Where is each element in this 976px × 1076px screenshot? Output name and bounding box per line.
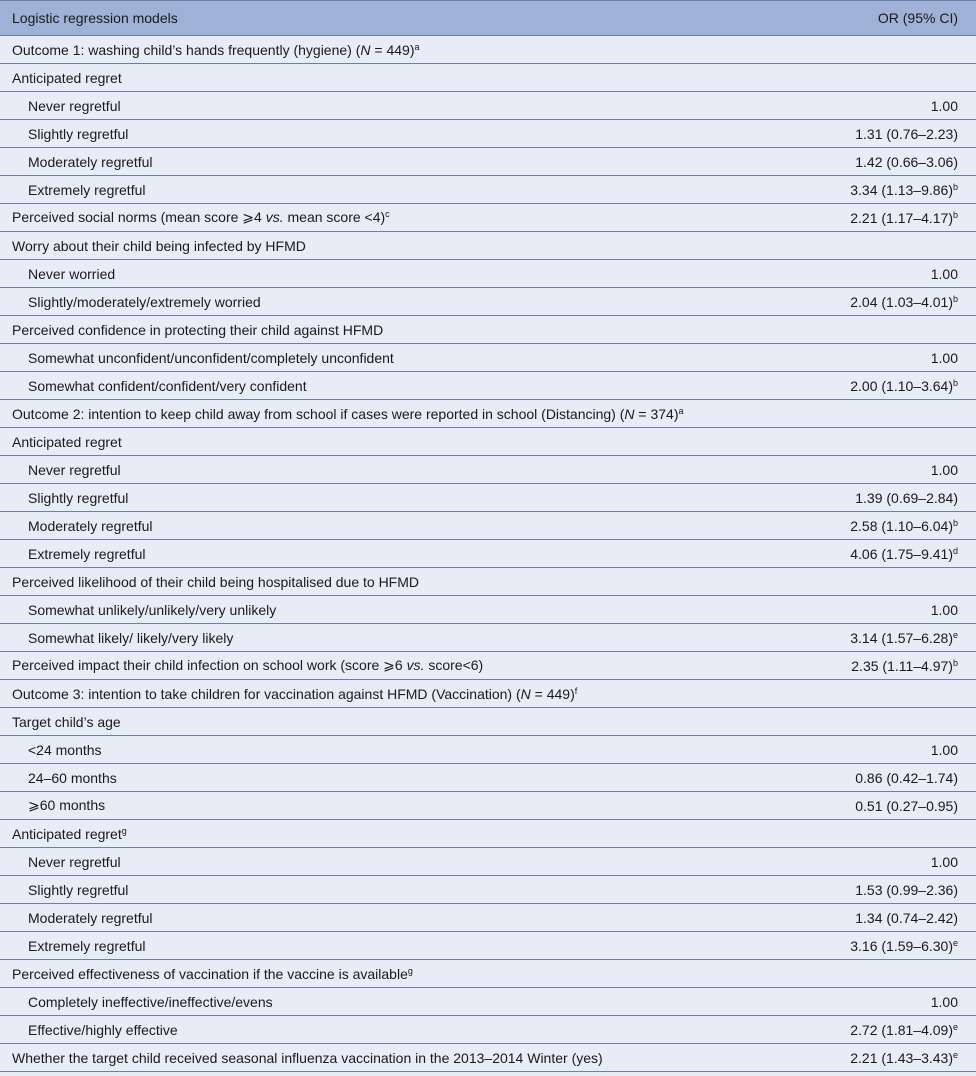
or-text: 1.39 (0.69–2.84) <box>855 489 958 506</box>
or-footnote-marker: b <box>952 377 958 388</box>
table-body <box>0 36 976 1072</box>
table-row-group <box>0 316 976 344</box>
row-label <box>0 456 790 484</box>
table-header <box>0 1 976 36</box>
label-text: Extremely regretful <box>28 937 146 954</box>
or-footnote-marker: e <box>952 937 958 948</box>
or-text: 1.00 <box>930 601 958 618</box>
label-text: Worry about their child being infected by HFMD <box>12 237 306 254</box>
label-text: Whether the target child received seasonal influenza vaccination in the 2013–2014 Winter (yes) <box>12 1049 603 1066</box>
row-or-value <box>790 960 976 988</box>
row-or-value <box>790 680 976 708</box>
or-footnote-marker: b <box>952 657 958 668</box>
or-text: 2.04 (1.03–4.01) <box>850 293 953 310</box>
footnote-marker: c <box>385 209 390 219</box>
footnote-marker: g <box>407 965 413 976</box>
label-italic: N <box>624 405 635 422</box>
table-row-group <box>0 428 976 456</box>
header-model: Logistic regression models <box>0 1 790 36</box>
row-or-value <box>790 1016 976 1044</box>
table-row-group <box>0 960 976 988</box>
label-text: Extremely regretful <box>28 181 146 198</box>
label-text: Slightly/moderately/extremely worried <box>28 293 261 310</box>
table-row-level <box>0 624 976 652</box>
or-text: 2.21 (1.43–3.43) <box>850 1049 953 1066</box>
table-row-level <box>0 344 976 372</box>
row-label <box>0 680 790 708</box>
row-label <box>0 904 790 932</box>
label-text: Perceived likelihood of their child being hospitalised due to HFMD <box>12 573 419 590</box>
table-row-level <box>0 736 976 764</box>
label-text: Moderately regretful <box>28 153 153 170</box>
row-label <box>0 204 790 232</box>
row-or-value <box>790 400 976 428</box>
row-label <box>0 400 790 428</box>
or-footnote-marker: b <box>952 209 958 220</box>
label-text: Slightly regretful <box>28 125 129 142</box>
footnote-marker: a <box>414 41 420 52</box>
label-text: Never worried <box>28 265 116 282</box>
or-text: 1.00 <box>930 853 958 870</box>
row-label <box>0 820 790 848</box>
row-or-value <box>790 624 976 652</box>
table-row-level <box>0 876 976 904</box>
or-footnote-marker: b <box>952 181 958 192</box>
row-or-value <box>790 484 976 512</box>
or-text: 2.58 (1.10–6.04) <box>850 517 953 534</box>
label-text: Outcome 3: intention to take children for vaccination against HFMD (Vaccination) ( <box>12 685 521 702</box>
row-or-value <box>790 344 976 372</box>
label-text: Outcome 1: washing child’s hands frequently (hygiene) ( <box>12 41 361 58</box>
label-text: Perceived impact their child infection on school work (score ⩾6 <box>12 657 407 673</box>
row-label <box>0 176 790 204</box>
row-label <box>0 36 790 64</box>
table-row-level <box>0 484 976 512</box>
table-row-group <box>0 820 976 848</box>
row-or-value <box>790 1044 976 1072</box>
or-footnote-marker: e <box>952 629 958 640</box>
row-or-value <box>790 92 976 120</box>
table-row-section <box>0 400 976 428</box>
label-text-tail: = 449) <box>370 41 415 58</box>
or-footnote-marker: e <box>952 1021 958 1032</box>
row-or-value <box>790 736 976 764</box>
row-label <box>0 568 790 596</box>
label-italic: N <box>360 41 371 58</box>
row-or-value <box>790 512 976 540</box>
row-or-value <box>790 372 976 400</box>
footnote-marker: a <box>678 405 684 416</box>
or-text: 1.53 (0.99–2.36) <box>855 881 958 898</box>
table-row-level <box>0 932 976 960</box>
header-or: OR (95% CI) <box>790 1 976 36</box>
or-text: 1.34 (0.74–2.42) <box>855 909 958 926</box>
table-row-level <box>0 1016 976 1044</box>
table-row-level <box>0 540 976 568</box>
label-text: Moderately regretful <box>28 517 153 534</box>
label-text: Outcome 2: intention to keep child away from school if cases were reported in school (Distancing) ( <box>12 405 625 422</box>
label-text: Slightly regretful <box>28 881 129 898</box>
table-row-group <box>0 204 976 232</box>
table-row-level <box>0 512 976 540</box>
or-text: 3.34 (1.13–9.86) <box>850 181 953 198</box>
or-text: 1.00 <box>930 741 958 758</box>
label-text: Anticipated regret <box>12 433 122 450</box>
row-or-value <box>790 260 976 288</box>
row-label <box>0 512 790 540</box>
label-text: Somewhat confident/confident/very confident <box>28 377 307 394</box>
table-row-group <box>0 568 976 596</box>
table-row-level <box>0 848 976 876</box>
table-row-level <box>0 764 976 792</box>
row-label <box>0 148 790 176</box>
row-or-value <box>790 176 976 204</box>
row-or-value <box>790 64 976 92</box>
table-row-level <box>0 456 976 484</box>
table-row-group <box>0 232 976 260</box>
label-text: 24–60 months <box>28 769 117 786</box>
row-or-value <box>790 204 976 232</box>
row-or-value <box>790 540 976 568</box>
header-row <box>0 1 976 36</box>
row-or-value <box>790 288 976 316</box>
label-text-tail: score<6) <box>424 657 484 673</box>
row-or-value <box>790 232 976 260</box>
or-text: 1.42 (0.66–3.06) <box>855 153 958 170</box>
table-row-section <box>0 680 976 708</box>
or-footnote-marker: d <box>952 545 958 556</box>
or-text: 2.72 (1.81–4.09) <box>850 1021 953 1038</box>
table-row-level <box>0 288 976 316</box>
or-text: 1.00 <box>930 265 958 282</box>
label-text-tail: mean score <4) <box>283 209 386 225</box>
label-italic: N <box>520 685 531 702</box>
row-or-value <box>790 792 976 820</box>
row-or-value <box>790 904 976 932</box>
row-label <box>0 120 790 148</box>
row-label <box>0 1016 790 1044</box>
label-text: Anticipated regret <box>12 69 122 86</box>
or-footnote-marker: b <box>952 517 958 528</box>
table-row-level <box>0 148 976 176</box>
row-label <box>0 484 790 512</box>
label-italic: vs. <box>265 209 284 225</box>
row-label <box>0 596 790 624</box>
label-text: Perceived effectiveness of vaccination if the vaccine is available <box>12 965 408 982</box>
label-text: Perceived social norms (mean score ⩾4 <box>12 209 266 225</box>
footnote-marker: f <box>574 685 578 696</box>
row-or-value <box>790 316 976 344</box>
row-or-value <box>790 652 976 680</box>
or-text: 0.51 (0.27–0.95) <box>855 797 958 814</box>
row-label <box>0 652 790 680</box>
table-row-level <box>0 120 976 148</box>
table-row-group <box>0 652 976 680</box>
table-row-level <box>0 372 976 400</box>
row-label <box>0 316 790 344</box>
or-text: 0.86 (0.42–1.74) <box>855 769 958 786</box>
or-text: 2.00 (1.10–3.64) <box>850 377 953 394</box>
table-row-level <box>0 92 976 120</box>
row-label <box>0 92 790 120</box>
row-or-value <box>790 988 976 1016</box>
row-or-value <box>790 820 976 848</box>
row-label <box>0 288 790 316</box>
label-text: Somewhat unlikely/unlikely/very unlikely <box>28 601 277 618</box>
or-text: 2.35 (1.11–4.97) <box>851 657 953 674</box>
label-text: ⩾60 months <box>28 797 106 813</box>
label-text: Moderately regretful <box>28 909 153 926</box>
row-or-value <box>790 876 976 904</box>
row-label <box>0 988 790 1016</box>
label-text: Extremely regretful <box>28 545 146 562</box>
table-row-group <box>0 1044 976 1072</box>
or-text: 2.21 (1.17–4.17) <box>850 209 953 226</box>
row-or-value <box>790 428 976 456</box>
table-row-level <box>0 596 976 624</box>
row-label <box>0 540 790 568</box>
row-label <box>0 792 790 820</box>
label-text: Target child’s age <box>12 713 121 730</box>
label-text: Completely ineffective/ineffective/evens <box>28 993 273 1010</box>
or-text: 1.00 <box>930 349 958 366</box>
or-text: 1.00 <box>930 461 958 478</box>
table-row-level <box>0 988 976 1016</box>
row-or-value <box>790 568 976 596</box>
table-row-level <box>0 792 976 820</box>
label-italic: vs. <box>406 657 425 673</box>
label-text: Perceived confidence in protecting their child against HFMD <box>12 321 384 338</box>
row-label <box>0 848 790 876</box>
row-label <box>0 232 790 260</box>
table-row-level <box>0 176 976 204</box>
label-text: Somewhat unconfident/unconfident/completely unconfident <box>28 349 394 366</box>
row-label <box>0 764 790 792</box>
row-label <box>0 64 790 92</box>
row-label <box>0 624 790 652</box>
row-or-value <box>790 456 976 484</box>
label-text: Slightly regretful <box>28 489 129 506</box>
row-label <box>0 736 790 764</box>
row-label <box>0 260 790 288</box>
table-row-group <box>0 64 976 92</box>
row-or-value <box>790 596 976 624</box>
row-label <box>0 960 790 988</box>
label-text-tail: = 374) <box>634 405 679 422</box>
or-footnote-marker: e <box>952 1049 958 1060</box>
row-label <box>0 1044 790 1072</box>
row-or-value <box>790 848 976 876</box>
row-label <box>0 876 790 904</box>
table-row-group <box>0 708 976 736</box>
row-label <box>0 344 790 372</box>
row-or-value <box>790 764 976 792</box>
or-text: 1.31 (0.76–2.23) <box>855 125 958 142</box>
row-or-value <box>790 36 976 64</box>
or-text: 3.16 (1.59–6.30) <box>850 937 953 954</box>
label-text: Somewhat likely/ likely/very likely <box>28 629 234 646</box>
label-text: Never regretful <box>28 853 121 870</box>
row-or-value <box>790 120 976 148</box>
table-row-level <box>0 260 976 288</box>
or-text: 4.06 (1.75–9.41) <box>850 545 953 562</box>
label-text: Never regretful <box>28 97 121 114</box>
table-row-level <box>0 904 976 932</box>
row-label <box>0 932 790 960</box>
row-or-value <box>790 148 976 176</box>
or-text: 3.14 (1.57–6.28) <box>850 629 953 646</box>
label-text: Effective/highly effective <box>28 1021 178 1038</box>
row-or-value <box>790 708 976 736</box>
label-text: Anticipated regret <box>12 825 122 842</box>
or-text: 1.00 <box>930 97 958 114</box>
or-text: 1.00 <box>930 993 958 1010</box>
table-row-section <box>0 36 976 64</box>
row-or-value <box>790 932 976 960</box>
or-footnote-marker: b <box>952 293 958 304</box>
row-label <box>0 372 790 400</box>
label-text-tail: = 449) <box>530 685 575 702</box>
label-text: Never regretful <box>28 461 121 478</box>
row-label <box>0 708 790 736</box>
footnote-marker: g <box>121 825 127 836</box>
row-label <box>0 428 790 456</box>
label-text: <24 months <box>28 741 102 758</box>
